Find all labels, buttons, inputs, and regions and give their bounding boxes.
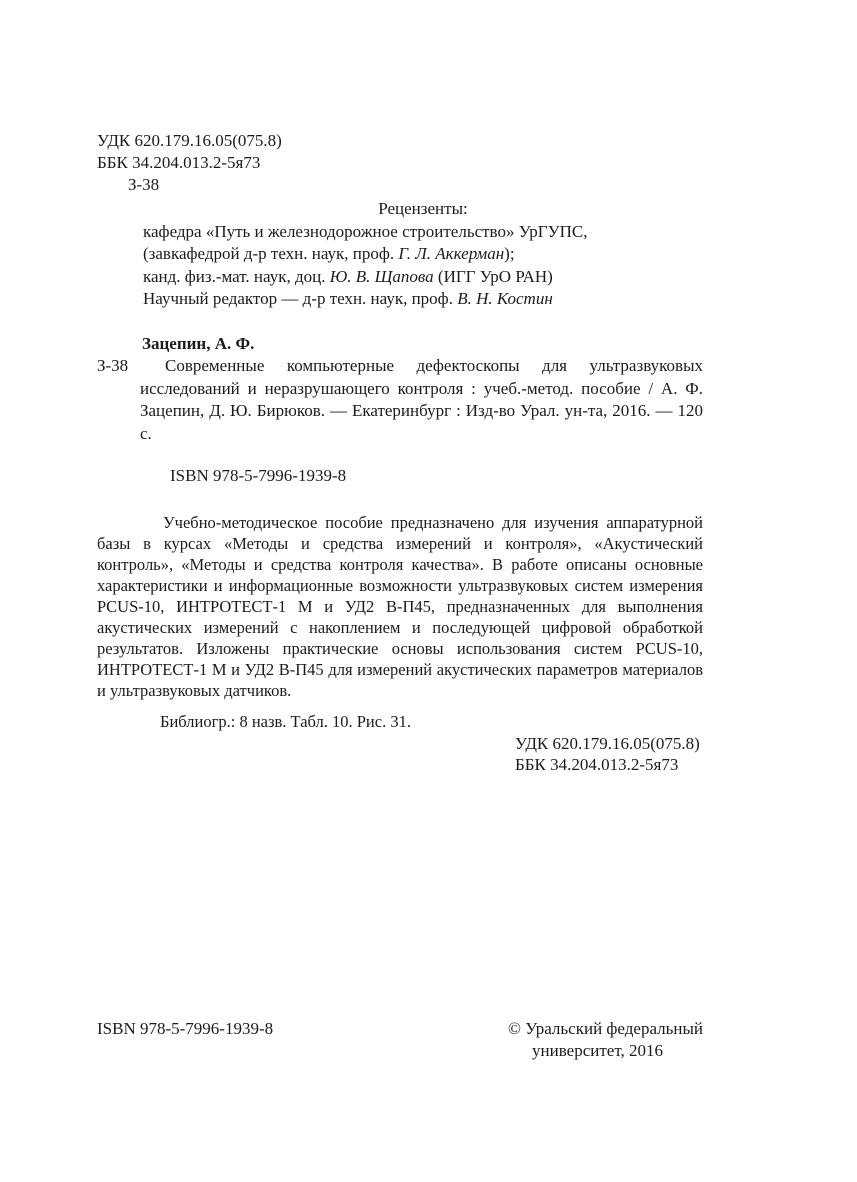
bibliography-stats: Библиогр.: 8 назв. Табл. 10. Рис. 31. — [160, 711, 411, 731]
reviewers-heading: Рецензенты: — [378, 199, 468, 218]
copyright-line-2: университет, 2016 — [532, 1041, 663, 1060]
reviewer-line-2 — [143, 243, 703, 266]
card-description-text: Современные компьютерные дефектоскопы для ультразвуковых исследований и неразрушающего контроля : учеб.-метод. пособие / А. Ф. Зацепин, Д. Ю. Бирюков. — Екатеринбург : Изд-во Урал. ун-та, 2016. — 120 с. — [140, 356, 703, 443]
science-editor-line — [143, 288, 703, 311]
isbn-bottom: ISBN 978-5-7996-1939-8 — [97, 1019, 274, 1038]
card-author-sign: З-38 — [97, 356, 129, 375]
reviewer-line-3 — [143, 266, 703, 289]
reviewer-line-1 — [143, 221, 703, 244]
reviewer-3-name: Ю. В. Щапова — [329, 266, 434, 286]
udk-code-top: УДК 620.179.16.05(075.8) — [97, 131, 282, 150]
copyright-line-1: © Уральский федеральный — [508, 1019, 703, 1038]
classification-codes-right — [515, 733, 703, 775]
footer-block — [97, 1018, 703, 1062]
bbk-code-top: ББК 34.204.013.2-5я73 — [97, 153, 261, 172]
catalog-card — [97, 333, 703, 488]
classification-codes-top — [97, 130, 703, 196]
reviewers-block — [143, 198, 703, 311]
bibliographic-description — [97, 355, 703, 445]
reviewer-3-prefix: канд. физ.-мат. наук, доц. — [143, 266, 330, 286]
card-author: Зацепин, А. Ф. — [142, 333, 255, 353]
bbk-code-right: ББК 34.204.013.2-5я73 — [515, 754, 679, 774]
udk-code-right: УДК 620.179.16.05(075.8) — [515, 733, 700, 753]
reviewer-2-prefix: (завкафедрой д-р техн. наук, проф. — [143, 244, 399, 263]
author-sign-top: З-38 — [128, 175, 160, 194]
isbn-card: ISBN 978-5-7996-1939-8 — [170, 466, 347, 485]
science-editor-name: В. Н. Костин — [457, 289, 553, 308]
copyright-notice — [508, 1018, 703, 1062]
reviewer-1-text: кафедра «Путь и железнодорожное строительство» УрГУПС, — [143, 221, 588, 241]
reviewer-2-name: Г. Л. Аккерман — [398, 244, 505, 263]
annotation-paragraph: Учебно-методическое пособие предназначено для изучения аппаратурной базы в курсах «Методы и средства измерений и контроля», «Акустический контроль», «Методы и средства контроля качества». В работе описаны основные характеристики и информационные возможности ультразвуковых систем измерения PCUS-10, ИНТРОТЕСТ-1 М и УД2 В-П45, предназначенных для выполнения акустических измерений с накоплением и последующей цифровой обработкой результатов. Изложены практические основы использования систем PCUS-10, ИНТРОТЕСТ-1 М и УД2 В-П45 для измерений акустических параметров материалов и ультразвуковых датчиков. — [97, 512, 703, 700]
reviewer-3-suffix: (ИГГ УрО РАН) — [433, 266, 553, 286]
reviewer-2-suffix: ); — [504, 244, 515, 263]
science-editor-prefix: Научный редактор — д-р техн. наук, проф. — [143, 289, 458, 308]
